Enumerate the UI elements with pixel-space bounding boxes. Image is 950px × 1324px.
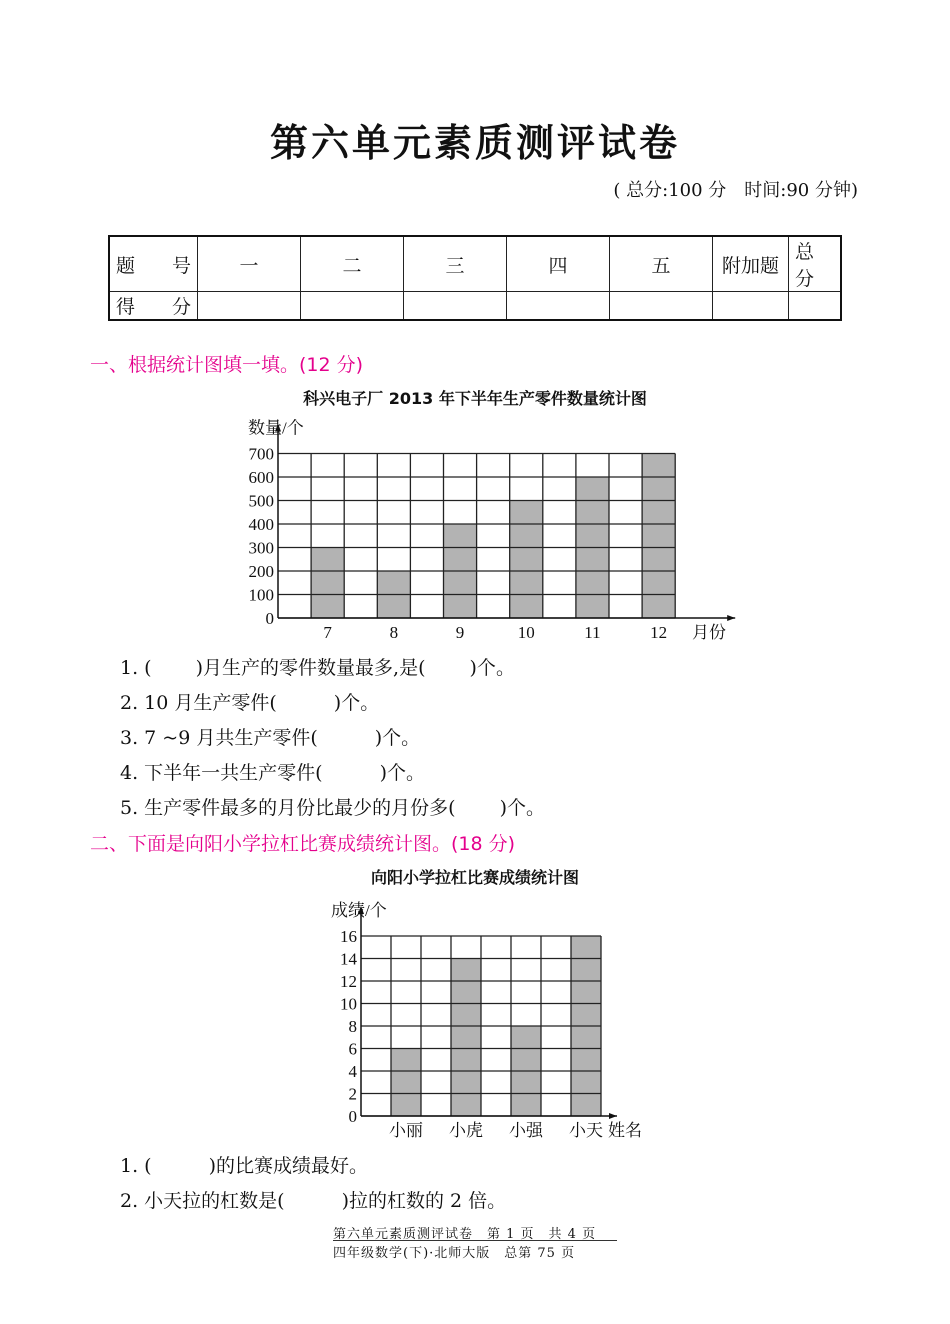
y-tick-label: 0 [265,609,274,628]
y-tick-label: 600 [248,468,274,487]
footer-line-2: 四年级数学(下)·北师大版 总第 75 页 [333,1246,576,1261]
question-1-5: 5. 生产零件最多的月份比最少的月份多( )个。 [120,797,546,819]
table-header-cell: 三 [404,236,507,292]
y-tick-label: 400 [248,515,274,534]
x-tick-label: 小丽 [389,1121,423,1140]
x-tick-label: 12 [650,623,668,642]
question-1-1: 1. ( )月生产的零件数量最多,是( )个。 [120,657,515,679]
question-1-2: 2. 10 月生产零件( )个。 [120,692,380,714]
y-tick-label: 12 [340,972,357,991]
y-tick-label: 300 [248,538,274,558]
y-tick-label: 100 [248,585,274,605]
footer-divider [333,1240,617,1241]
table-header-cell: 二 [301,236,404,292]
table-header-cell: 附加题 [713,236,789,292]
y-axis-title: 成绩/个 [331,901,387,920]
y-tick-label: 14 [340,949,357,969]
x-tick-label: 小天 [569,1121,603,1140]
x-axis-arrow [609,1113,617,1119]
x-tick-label: 11 [584,623,601,642]
chart-1-title: 科兴电子厂 2013 年下半年生产零件数量统计图 [303,389,647,408]
y-tick-label: 8 [348,1017,357,1036]
y-tick-label: 500 [248,491,274,511]
y-tick-label: 10 [340,994,357,1014]
x-tick-label: 小强 [509,1121,543,1140]
chart-2-title: 向阳小学拉杠比赛成绩统计图 [370,868,579,887]
table-header-cell: 五 [610,236,713,292]
question-1-4: 4. 下半年一共生产零件( )个。 [120,762,425,784]
section-2-heading: 二、下面是向阳小学拉杠比赛成绩统计图。(18 分) [90,833,516,855]
table-header-cell: 一 [198,236,301,292]
table-header-cell: 四 [507,236,610,292]
y-tick-label: 4 [348,1062,357,1081]
question-2-2: 2. 小天拉的杠数是( )拉的杠数的 2 倍。 [120,1190,507,1212]
table-header-cell: 总 分 [789,236,842,292]
y-axis-title: 数量/个 [248,418,304,438]
y-tick-label: 700 [248,444,274,464]
x-tick-label: 7 [323,623,332,642]
question-2-1: 1. ( )的比赛成绩最好。 [120,1155,368,1177]
x-axis-title: 姓名 [608,1121,642,1140]
x-axis-title: 月份 [692,623,726,642]
table-header-cell: 题 号 [109,236,198,292]
y-tick-label: 6 [348,1039,357,1059]
y-tick-label: 2 [348,1084,357,1104]
section-1-heading: 一、根据统计图填一填。(12 分) [90,354,364,376]
y-tick-label: 200 [248,562,274,581]
exam-meta: ( 总分:100 分 时间:90 分钟) [613,180,858,201]
x-tick-label: 10 [517,623,535,642]
y-tick-label: 16 [340,927,357,946]
footer-line-1: 第六单元素质测评试卷 第 1 页 共 4 页 [333,1227,597,1242]
x-tick-label: 8 [389,623,399,642]
bar [391,1049,421,1117]
table-row-label: 得 分 [109,292,198,321]
question-1-3: 3. 7 ~9 月共生产零件( )个。 [120,727,421,749]
x-tick-label: 9 [455,623,465,642]
bar [451,959,481,1117]
page-title: 第六单元素质测评试卷 [269,120,680,165]
x-tick-label: 小虎 [449,1121,483,1140]
y-tick-label: 0 [348,1107,357,1126]
